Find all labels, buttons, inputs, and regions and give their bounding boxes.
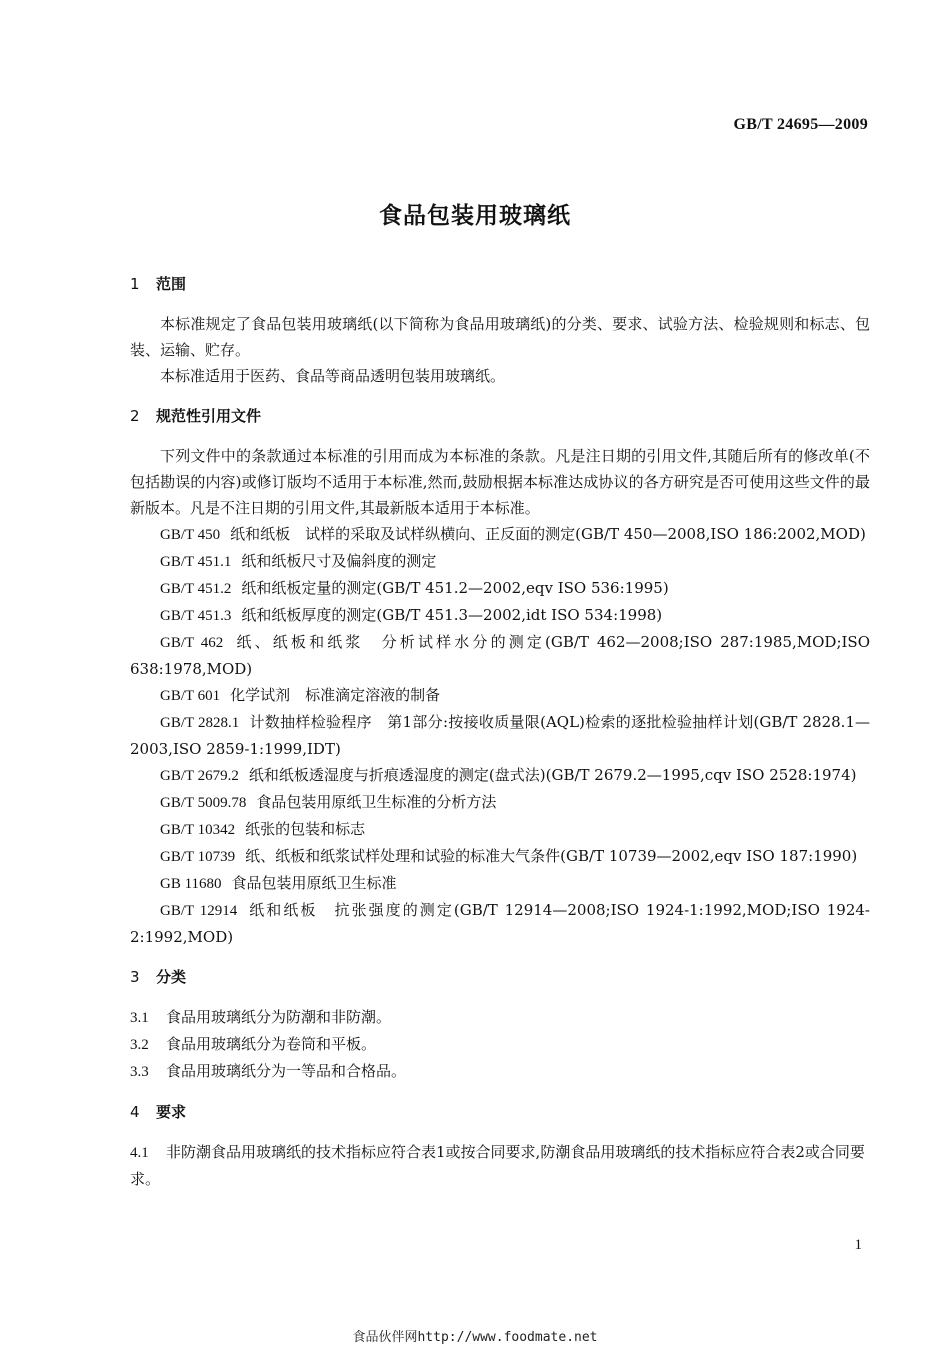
reference-item: [130, 816, 870, 843]
reference-item: [130, 762, 870, 789]
reference-text: 纸张的包装和标志: [245, 820, 366, 838]
section-number: 3: [130, 968, 140, 986]
section-number: 2: [130, 407, 140, 425]
reference-item: [130, 629, 870, 682]
paragraph: 本标准适用于医药、食品等商品透明包装用玻璃纸。: [160, 367, 506, 385]
reference-item: [130, 575, 870, 602]
reference-text: 纸和纸板 抗张强度的测定(GB/T 12914—2008;ISO 1924-1:1992,MOD;ISO 1924-2:1992,MOD): [130, 901, 870, 946]
reference-code: GB/T 2828.1: [160, 715, 240, 731]
reference-text: 计数抽样检验程序 第1部分:按接收质量限(AQL)检索的逐批检验抽样计划(GB/T 2828.1—2003,ISO 2859-1:1999,IDT): [130, 713, 870, 758]
reference-code: GB/T 10739: [160, 849, 236, 865]
reference-code: GB/T 2679.2: [160, 768, 239, 784]
reference-code: GB/T 462: [160, 635, 224, 651]
clause-text: 食品用玻璃纸分为一等品和合格品。: [166, 1062, 407, 1080]
reference-item: [130, 897, 870, 950]
reference-text: 纸和纸板透湿度与折痕透湿度的测定(盘式法)(GB/T 2679.2—1995,cqv ISO 2528:1974): [248, 766, 857, 784]
document-body: [130, 271, 870, 1192]
section-heading-classification: [130, 964, 870, 990]
section-heading-normative-references: [130, 403, 870, 429]
reference-item: [130, 789, 870, 816]
section-title: 分类: [156, 968, 187, 986]
paragraph: 本标准规定了食品包装用玻璃纸(以下简称为食品用玻璃纸)的分类、要求、试验方法、检验规则和标志、包装、运输、贮存。: [130, 315, 870, 359]
reference-text: 纸和纸板定量的测定(GB/T 451.2—2002,eqv ISO 536:1995): [241, 579, 669, 597]
section-number: 4: [130, 1103, 140, 1121]
clause-number: 3.3: [130, 1064, 149, 1080]
reference-text: 化学试剂 标准滴定溶液的制备: [230, 686, 441, 704]
reference-list: [130, 521, 870, 950]
clause-number: 3.2: [130, 1037, 149, 1053]
reference-text: 纸、纸板和纸浆试样处理和试验的标准大气条件(GB/T 10739—2002,eqv ISO 187:1990): [245, 847, 858, 865]
section-heading-scope: [130, 271, 870, 297]
reference-code: GB/T 601: [160, 688, 221, 704]
reference-code: GB/T 451.1: [160, 554, 232, 570]
clause: [130, 1058, 870, 1085]
reference-code: GB/T 10342: [160, 822, 236, 838]
reference-text: 纸和纸板尺寸及偏斜度的测定: [241, 552, 437, 570]
paragraph: 下列文件中的条款通过本标准的引用而成为本标准的条款。凡是注日期的引用文件,其随后所有的修改单(不包括勘误的内容)或修订版均不适用于本标准,然而,鼓励根据本标准达成协议的各方研究是否可使用这些文件的最新版本。凡是不注日期的引用文件,其最新版本适用于本标准。: [130, 447, 870, 517]
clause-number: 4.1: [130, 1145, 149, 1161]
reference-code: GB/T 5009.78: [160, 795, 247, 811]
section-title: 规范性引用文件: [156, 407, 262, 425]
clause: [130, 1031, 870, 1058]
reference-text: 纸和纸板厚度的测定(GB/T 451.3—2002,idt ISO 534:1998): [241, 606, 663, 624]
clause-text: 非防潮食品用玻璃纸的技术指标应符合表1或按合同要求,防潮食品用玻璃纸的技术指标应符合表2或合同要求。: [130, 1143, 865, 1188]
reference-code: GB 11680: [160, 876, 222, 892]
section-number: 1: [130, 275, 140, 293]
reference-item: [130, 682, 870, 709]
document-title: 食品包装用玻璃纸: [379, 203, 571, 229]
reference-code: GB/T 451.2: [160, 581, 232, 597]
clause: [130, 1139, 870, 1192]
section-heading-requirements: [130, 1099, 870, 1125]
reference-item: [130, 602, 870, 629]
standard-code: GB/T 24695—2009: [733, 116, 868, 133]
reference-item: [130, 521, 870, 548]
page-number: 1: [854, 1237, 862, 1253]
clause-text: 食品用玻璃纸分为卷筒和平板。: [166, 1035, 377, 1053]
clause-number: 3.1: [130, 1010, 149, 1026]
reference-text: 纸和纸板 试样的采取及试样纵横向、正反面的测定(GB/T 450—2008,ISO 186:2002,MOD): [230, 525, 866, 543]
section-title: 范围: [156, 275, 187, 293]
clause: [130, 1004, 870, 1031]
reference-item: [130, 843, 870, 870]
reference-code: GB/T 451.3: [160, 608, 232, 624]
clause-text: 食品用玻璃纸分为防潮和非防潮。: [166, 1008, 392, 1026]
footer-watermark: 食品伙伴网http://www.foodmate.net: [352, 1330, 598, 1345]
reference-text: 食品包装用原纸卫生标准: [231, 874, 397, 892]
reference-text: 纸、纸板和纸浆 分析试样水分的测定(GB/T 462—2008;ISO 287:1985,MOD;ISO 638:1978,MOD): [130, 633, 871, 678]
reference-code: GB/T 450: [160, 527, 221, 543]
reference-code: GB/T 12914: [160, 903, 238, 919]
reference-text: 食品包装用原纸卫生标准的分析方法: [256, 793, 497, 811]
reference-item: [130, 548, 870, 575]
reference-item: [130, 870, 870, 897]
section-title: 要求: [156, 1103, 187, 1121]
reference-item: [130, 709, 870, 762]
